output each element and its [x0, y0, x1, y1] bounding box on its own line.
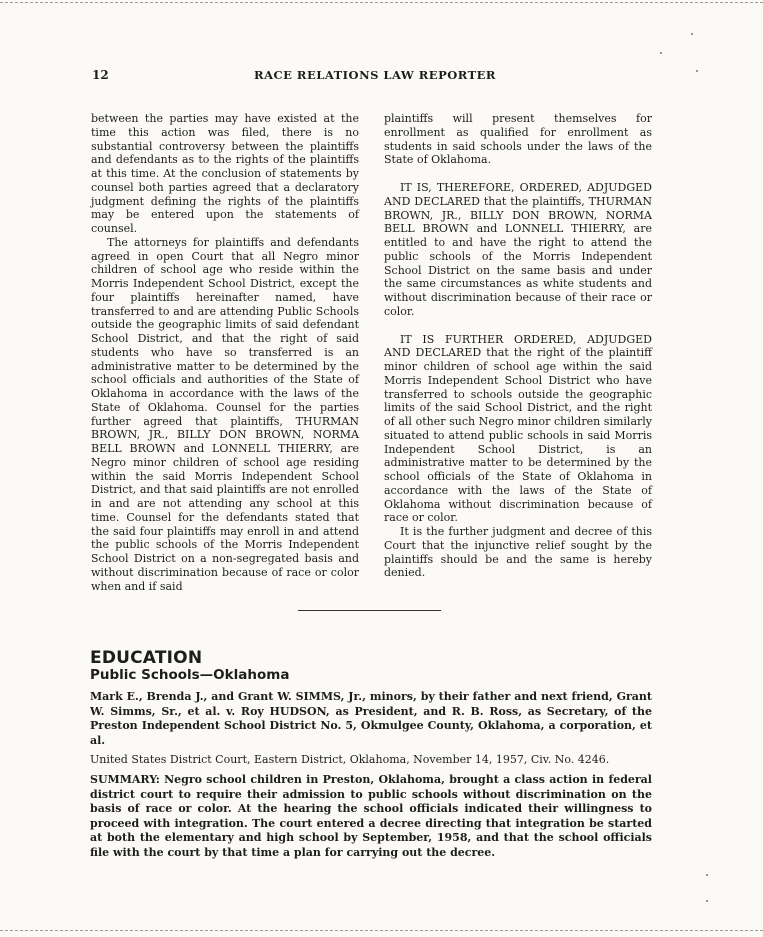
right-column	[384, 112, 652, 580]
scan-top-edge	[0, 2, 763, 3]
section-title: EDUCATION	[90, 648, 203, 668]
scan-speck	[706, 874, 708, 876]
court-citation: United States District Court, Eastern District, Oklahoma, November 14, 1957, Civ. No. 4246.	[90, 753, 610, 766]
page-number: 12	[92, 68, 109, 82]
running-head: RACE RELATIONS LAW REPORTER	[254, 68, 496, 82]
scan-bottom-edge	[0, 930, 763, 931]
right-paragraph-1: plaintiffs will present themselves for enrollment as qualified for enrollment as students in said schools under the laws of the State of Oklahoma.	[384, 112, 652, 167]
left-column	[91, 112, 359, 593]
scan-speck	[706, 900, 708, 902]
case-summary: SUMMARY: Negro school children in Preston, Oklahoma, brought a class action in federal district court to require their admission to public schools without discrimination on the basis of race or color. At the hearing the school officials indicated their willingness to proceed with integration. The court entered a decree directing that integration be started at both the elementary and high school by September, 1958, and that the school officials file with the court by that time a plan for carrying out the decree.	[90, 773, 652, 859]
scan-speck	[691, 33, 693, 35]
scan-speck	[696, 70, 698, 72]
left-paragraph-2: The attorneys for plaintiffs and defendants agreed in open Court that all Negro minor children of school age who reside within the Morris Independent School District, except the four plaintiffs hereinafter named, have transferred to and are attending Public Schools outside the geographic limits of said defendant School District, and that the right of said students who have so transferred is an administrative matter to be determined by the school officials and authorities of the State of Oklahoma in accordance with the laws of the State of Oklahoma. Counsel for the parties further agreed that plaintiffs, THURMAN BROWN, JR., BILLY DON BROWN, NORMA BELL BROWN and LONNELL THIERRY, are Negro minor children of school age residing within the said Morris Independent School District, and that said plaintiffs are not enrolled in and are not attending any school at this time. Counsel for the defendants stated that the said four plaintiffs may enroll in and attend the public schools of the Morris Independent School District on a non-segregated basis and without discrimination because of race or color when and if said	[91, 235, 359, 593]
scan-speck	[660, 52, 662, 54]
order-paragraph-1: IT IS, THEREFORE, ORDERED, ADJUDGED AND DECLARED that the plaintiffs, THURMAN BROWN, JR., BILLY DON BROWN, NORMA BELL BROWN and LONNELL THIERRY, are entitled to and have the right to attend the public schools of the Morris Independent School District on the same basis and under the same circumstances as white students and without discrimination because of their race or color.	[384, 181, 652, 318]
section-subtitle: Public Schools—Oklahoma	[90, 667, 290, 683]
left-paragraph-1: between the parties may have existed at the time this action was filed, there is no substantial controversy between the plaintiffs and defendants as to the rights of the plaintiffs at this time. At the conclusion of statements by counsel both parties agreed that a declaratory judgment defining the rights of the plaintiffs may be entered upon the statements of counsel.	[91, 112, 359, 235]
order-paragraph-2: IT IS FURTHER ORDERED, ADJUDGED AND DECLARED that the right of the plaintiff minor children of school age within the said Morris Independent School District who have transferred to schools outside the geographic limits of the said School District, and the right of all other such Negro minor children similarly situated to attend public schools in said Morris Independent School District, is an administrative matter to be determined by the school officials of the State of Oklahoma in accordance with the laws of the State of Oklahoma without discrimination because of race or color.	[384, 332, 652, 525]
case-caption: Mark E., Brenda J., and Grant W. SIMMS, Jr., minors, by their father and next friend, Grant W. Simms, Sr., et al. v. Roy HUDSON, as President, and R. B. Ross, as Secretary, of the Preston Independent School District No. 5, Okmulgee County, Oklahoma, a corporation, et al.	[90, 690, 652, 747]
judgment-paragraph: It is the further judgment and decree of this Court that the injunctive relief sought by the plaintiffs should be and the same is hereby denied.	[384, 525, 652, 580]
section-divider	[298, 610, 441, 611]
